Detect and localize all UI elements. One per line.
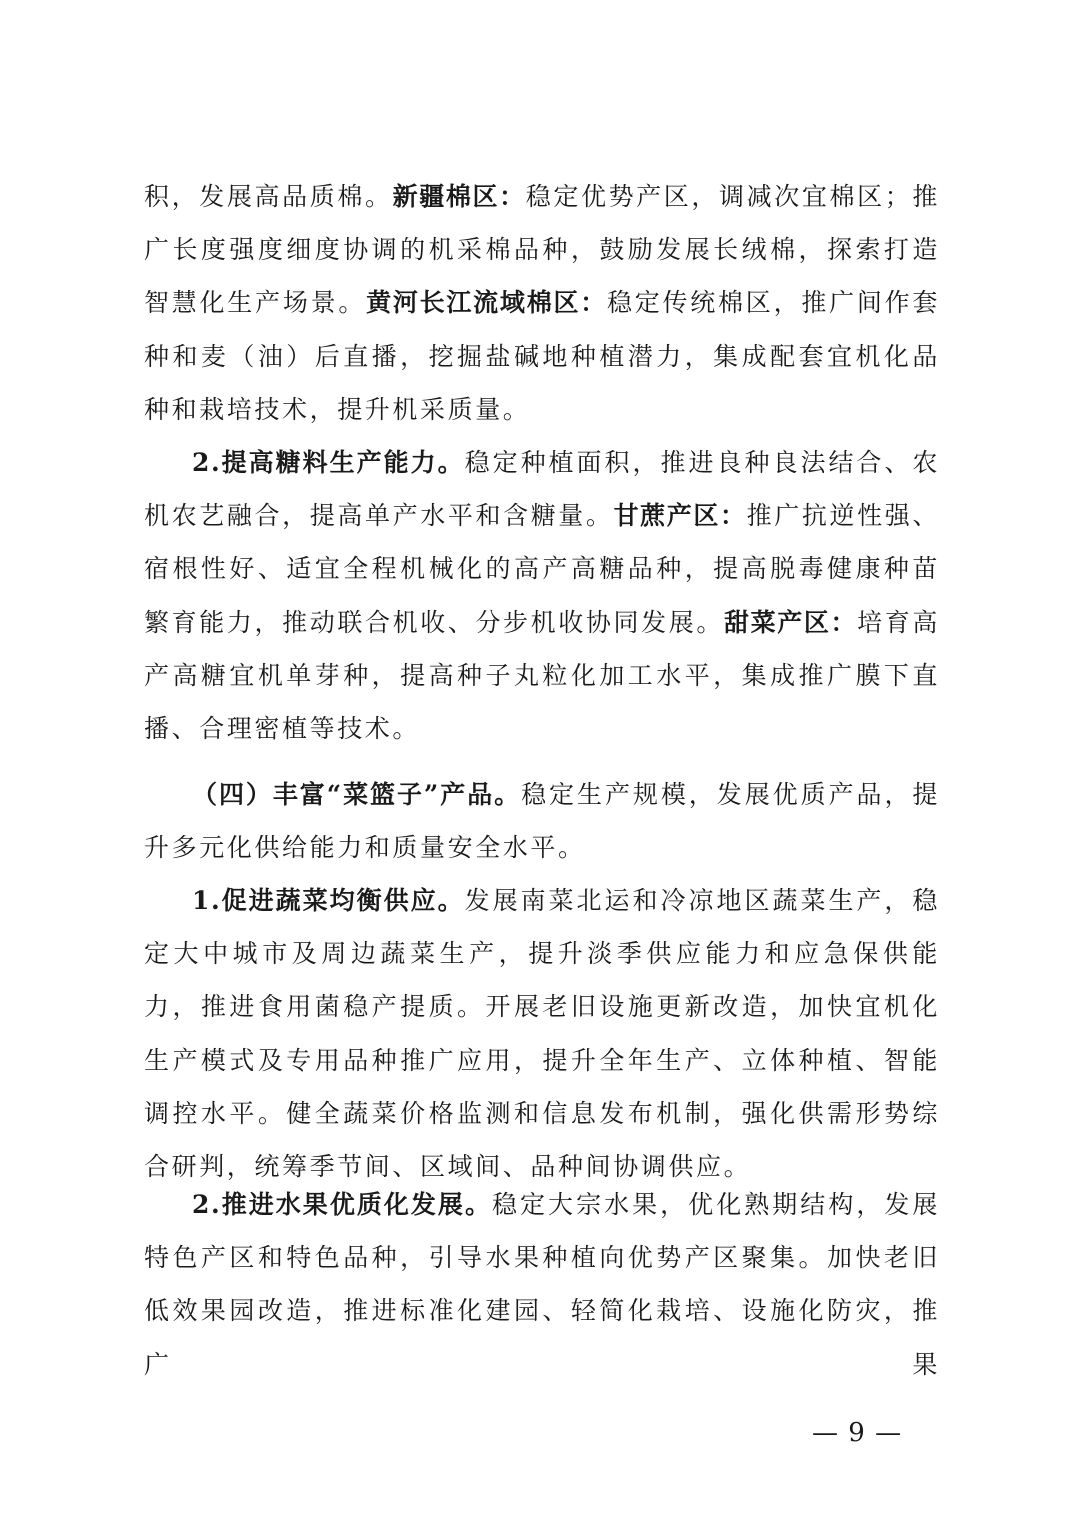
paragraph-fruit-quality (144, 1178, 940, 1391)
text-segment: 发展南菜北运和冷凉地区蔬菜生产，稳定大中城市及周边蔬菜生产，提升淡季供应能力和应急保供能力，推进食用菌稳产提质。开展老旧设施更新改造，加快宜机化生产模式及专用品种推广应用，提升全年生产、立体种植、智能调控水平。健全蔬菜价格监测和信息发布机制，强化供需形势综合研判，统筹季节间、区域间、品种间协调供应。 (144, 886, 941, 1182)
text-segment: 稳定大宗水果，优化熟期结构，发展特色产区和特色品种，引导水果种植向优势产区聚集。加快老旧低效果园改造，推进标准化建园、轻简化栽培、设施化防灾，推广果 (144, 1190, 940, 1379)
text-segment: 稳定生产规模，发展优质产品，提升多元化供给能力和质量安全水平。 (144, 780, 940, 863)
paragraph-vegetable-supply (144, 874, 940, 1193)
text-segment: 稳定传统棉区，推广间作套种和麦（油）后直播，挖掘盐碱地种植潜力，集成配套宜机化品种和栽培技术，提升机采质量。 (144, 288, 940, 424)
text-segment: 培育高产高糖宜机单芽种，提高种子丸粒化加工水平，集成推广膜下直播、合理密植等技术。 (144, 607, 940, 744)
heading-sugarcane-region: 甘蔗产区： (613, 501, 747, 531)
paragraph-cotton-regions (144, 170, 940, 436)
text-segment: 稳定优势产区，调减次宜棉区；推广长度强度细度协调的机采棉品种，鼓励发展长绒棉，探索打造智慧化生产场景。 (144, 182, 940, 318)
page-number: — 9 — (812, 1418, 903, 1448)
heading-yellow-yangtze-cotton-region: 黄河长江流域棉区： (366, 288, 607, 318)
section-heading-four: （四）丰富“菜篮子”产品。 (192, 780, 522, 809)
heading-vegetable-supply: 1.促进蔬菜均衡供应。 (192, 886, 465, 915)
heading-fruit-quality: 2.推进水果优质化发展。 (192, 1190, 492, 1219)
heading-sugar-production: 2.提高糖料生产能力。 (192, 448, 465, 477)
heading-xinjiang-cotton-region: 新疆棉区： (392, 182, 526, 211)
text-segment: 推广抗逆性强、宿根性好、适宜全程机械化的高产高糖品种，提高脱毒健康种苗繁育能力，推动联合机收、分步机收协同发展。 (144, 501, 940, 637)
text-segment: 稳定种植面积，推进良种良法结合、农机农艺融合，提高单产水平和含糖量。 (144, 448, 941, 531)
paragraph-sugar-production (144, 436, 940, 755)
paragraph-vegetable-basket (144, 768, 940, 874)
text-segment: 积，发展高品质棉。 (144, 182, 393, 211)
heading-sugar-beet-region: 甜菜产区： (724, 607, 858, 637)
